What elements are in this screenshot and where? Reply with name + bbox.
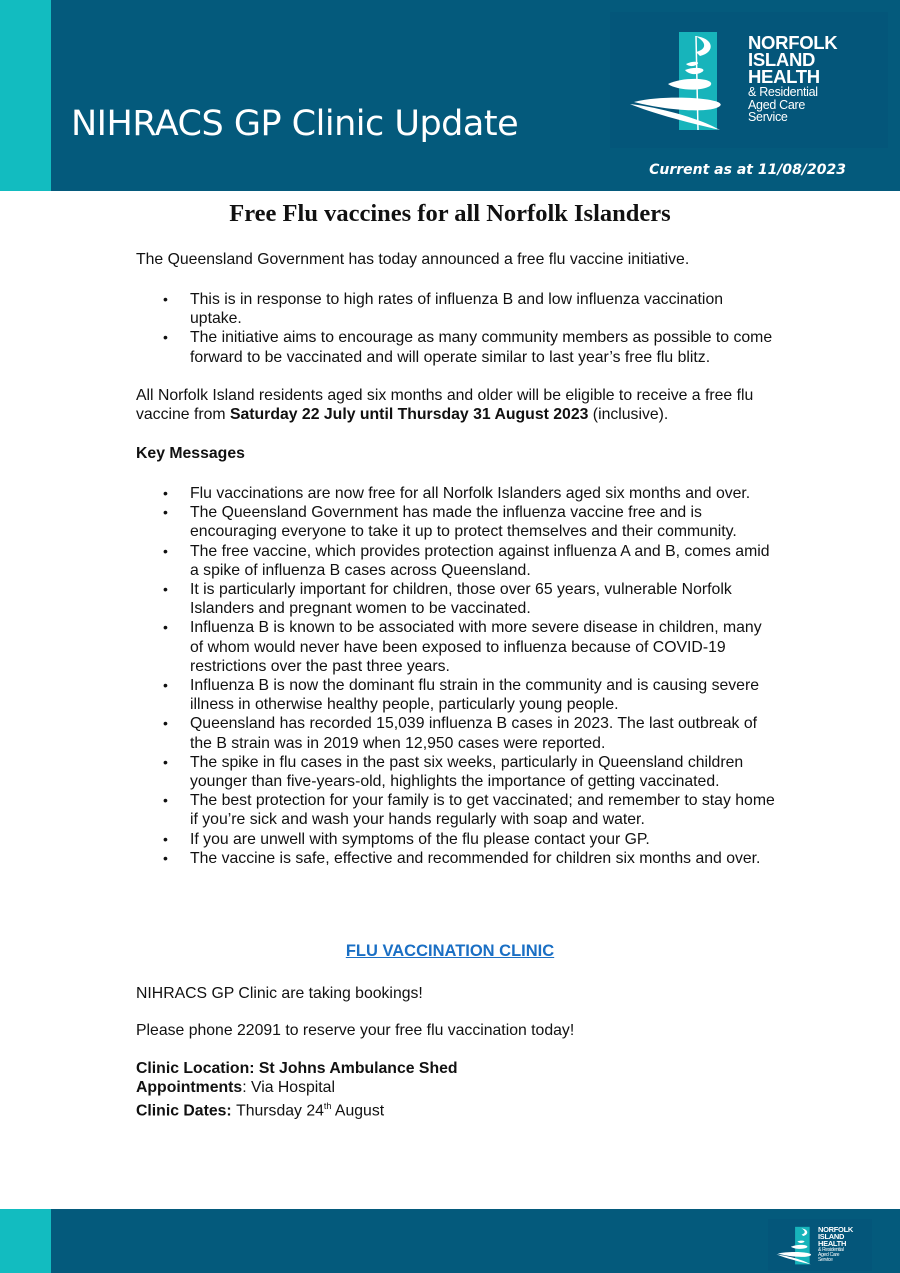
header-banner <box>0 0 900 191</box>
bullet-icon: • <box>163 291 168 307</box>
current-as-at-date: Current as at 11/08/2023 <box>649 162 846 178</box>
logo-text-residential: & Residential <box>748 85 818 100</box>
list-item: • The best protection for your family is to get vaccinated; and remember to stay home if you’re sick and wash your hands regularly with soap and water. <box>163 792 775 829</box>
bookings-paragraph: NIHRACS GP Clinic are taking bookings! <box>136 985 423 1002</box>
list-item: • The spike in flu cases in the past six weeks, particularly in Queensland children younger than five-years-old, highlights the importance of getting vaccinated. <box>163 753 744 791</box>
bullet-icon: • <box>163 542 168 559</box>
footer-logo: NORFOLK ISLAND HEALTH & Residential Aged Care Service <box>768 1219 872 1271</box>
document-title: Free Flu vaccines for all Norfolk Islanders <box>229 200 671 227</box>
page-title: NIHRACS GP Clinic Update <box>71 104 519 144</box>
bullet-icon: • <box>163 677 168 694</box>
appointments: Appointments: Via Hospital <box>136 1079 335 1096</box>
footer-banner <box>0 1209 900 1273</box>
bullet-icon: • <box>163 581 168 598</box>
header-accent-stripe <box>0 0 51 191</box>
key-messages-heading: Key Messages <box>136 445 245 462</box>
bullet-icon: • <box>163 830 168 847</box>
norfolk-island-health-logo <box>610 12 888 148</box>
list-item: • If you are unwell with symptoms of the flu please contact your GP. <box>163 830 650 848</box>
list-item: • The free vaccine, which provides protection against influenza A and B, comes amid a spike of influenza B cases across Queensland. <box>163 542 770 579</box>
list-item: • Influenza B is now the dominant flu strain in the community and is causing severe illness in otherwise healthy people, particularly young people. <box>163 677 759 714</box>
list-item: • Queensland has recorded 15,039 influenza B cases in 2023. The last outbreak of the B strain was in 2019 when 12,950 cases were reported. <box>163 715 758 752</box>
clinic-dates: Clinic Dates: Thursday 24th August <box>136 1101 385 1120</box>
logo-text-norfolk: NORFOLK <box>748 32 838 53</box>
list-item: • The Queensland Government has made the influenza vaccine free and is encouraging everyone to take it up to protect themselves and their community. <box>163 504 737 541</box>
logo-mark-icon <box>624 32 744 132</box>
intro-bullet-list <box>136 290 776 367</box>
list-item: • Influenza B is known to be associated with more severe disease in children, many of whom would never have been exposed to influenza because of COVID-19 restrictions over the past three years. <box>163 619 762 675</box>
bullet-icon: • <box>163 715 168 732</box>
logo-text-aged-care: Aged Care Service <box>748 97 806 125</box>
logo-text-island: ISLAND <box>748 49 816 71</box>
flu-vaccination-clinic-link[interactable]: FLU VACCINATION CLINIC <box>345 942 555 960</box>
bullet-icon: • <box>163 329 168 346</box>
footer-logo-mark-icon <box>774 1225 820 1267</box>
clinic-location: Clinic Location: St Johns Ambulance Shed <box>136 1060 458 1077</box>
bullet-icon: • <box>163 619 168 636</box>
list-item: • Flu vaccinations are now free for all Norfolk Islanders aged six months and over. <box>163 485 751 502</box>
bullet-icon: • <box>163 504 168 521</box>
logo-text-health: HEALTH <box>748 66 820 88</box>
bullet-icon: • <box>163 753 168 770</box>
eligibility-dates: Saturday 22 July until Thursday 31 August 2023 <box>229 406 589 424</box>
list-item: • This is in response to high rates of influenza B and low influenza vaccination uptake. <box>163 291 724 328</box>
footer-accent-stripe <box>0 1209 51 1273</box>
eligibility-paragraph: All Norfolk Island residents aged six months and older will be eligible to receive a free flu vaccine from Saturday 22 July until Thursday 31 August 2023 (inclusive). <box>136 387 754 424</box>
clinic-location-value: St Johns Ambulance Shed <box>258 1060 458 1077</box>
bullet-icon: • <box>163 849 168 866</box>
key-messages-list <box>136 484 776 868</box>
list-item: • The vaccine is safe, effective and recommended for children six months and over. <box>163 849 761 867</box>
list-item: • The initiative aims to encourage as many community members as possible to come forward to be vaccinated and will operate similar to last year’s free flu blitz. <box>163 329 773 366</box>
bullet-icon: • <box>163 485 168 501</box>
list-item: • It is particularly important for children, those over 65 years, vulnerable Norfolk Islanders and pregnant women to be vaccinated. <box>163 581 732 618</box>
phone-paragraph: Please phone 22091 to reserve your free flu vaccination today! <box>136 1022 575 1039</box>
bullet-icon: • <box>163 792 168 809</box>
intro-paragraph: The Queensland Government has today announced a free flu vaccine initiative. <box>136 251 690 268</box>
